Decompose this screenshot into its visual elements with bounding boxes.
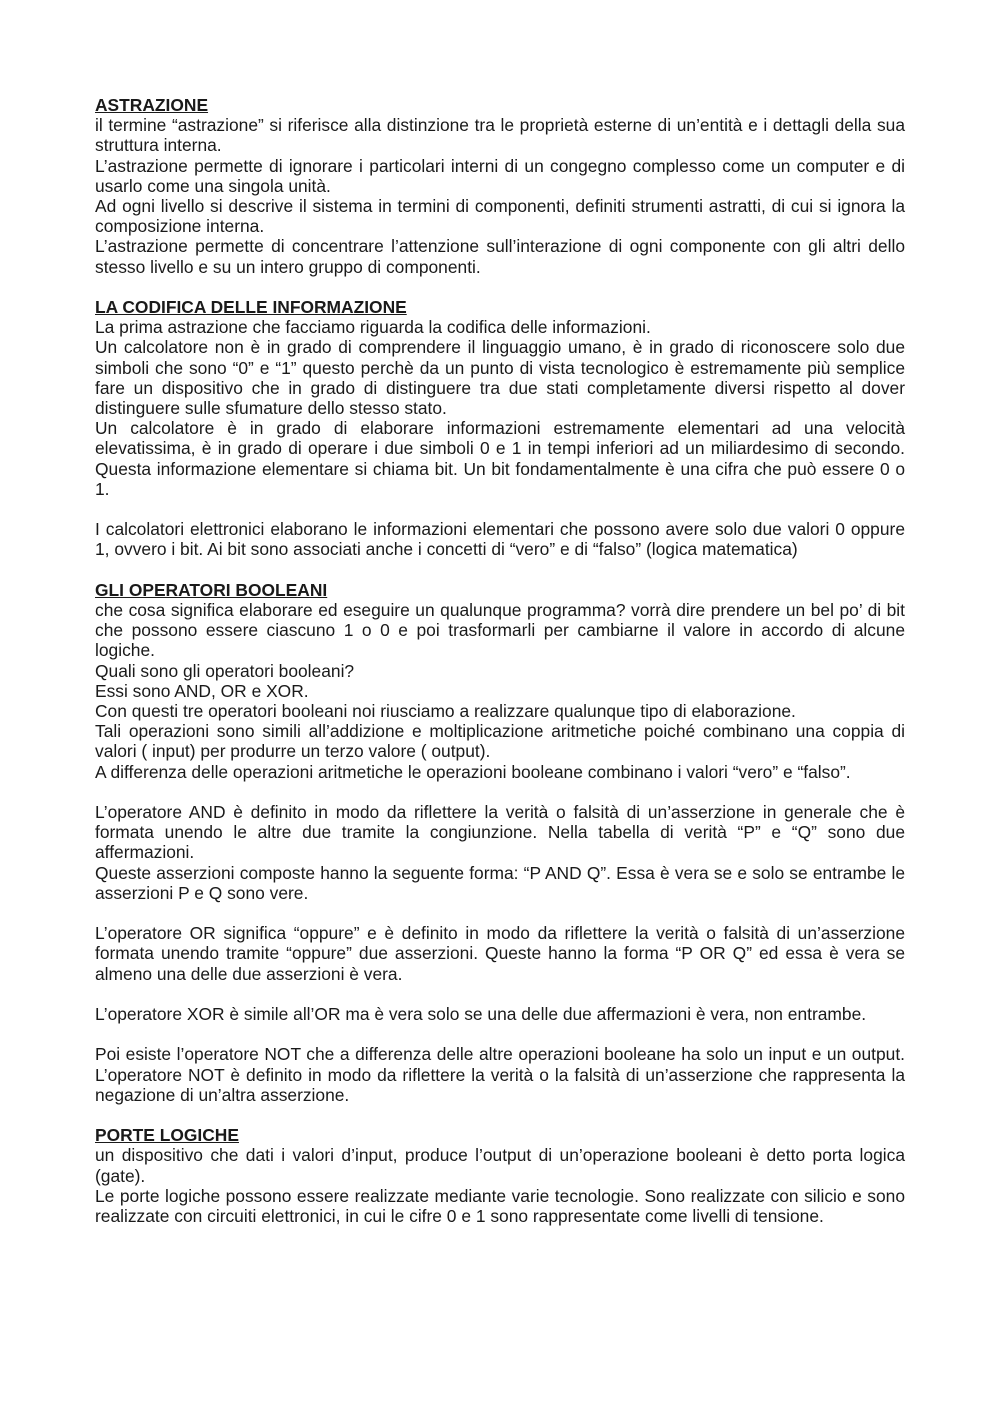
paragraph: Tali operazioni sono simili all’addizione e moltiplicazione aritmetiche poiché combinano una coppia di valori ( input) per produrre un terzo valore ( output). <box>95 721 905 762</box>
paragraph: un dispositivo che dati i valori d’input, produce l’output di un’operazione booleani è detto porta logica (gate). <box>95 1145 905 1186</box>
section <box>95 1125 905 1226</box>
paragraph: che cosa significa elaborare ed eseguire un qualunque programma? vorrà dire prendere un bel po’ di bit che possono essere ciascuno 1 o 0 e poi trasformarli per cambiarne il valore in accordo di alcune logiche. <box>95 600 905 661</box>
paragraph: L’operatore OR significa “oppure” e è definito in modo da riflettere la verità o falsità di un’asserzione formata unendo tramite “oppure” due asserzioni. Queste hanno la forma “P OR Q” ed essa è vera se almeno una delle due asserzioni è vera. <box>95 923 905 984</box>
paragraph: A differenza delle operazioni aritmetiche le operazioni booleane combinano i valori “vero” e “falso”. <box>95 761 851 782</box>
section-heading: PORTE LOGICHE <box>95 1125 239 1146</box>
paragraph-spacer <box>95 782 905 802</box>
section-spacer <box>95 1105 905 1125</box>
paragraph: Ad ogni livello si descrive il sistema in termini di componenti, definiti strumenti astratti, di cui si ignora la composizione interna. <box>95 196 905 237</box>
section-heading: LA CODIFICA DELLE INFORMAZIONE <box>95 297 407 318</box>
paragraph: L’operatore AND è definito in modo da riflettere la verità o falsità di un’asserzione in generale che è formata unendo le altre due tramite la congiunzione. Nella tabella di verità “P” e “Q” sono due affermazioni. <box>95 802 905 863</box>
paragraph: Le porte logiche possono essere realizzate mediante varie tecnologie. Sono realizzate con silicio e sono realizzate con circuiti elettronici, in cui le cifre 0 e 1 sono rappresentate come livelli di tensione. <box>95 1185 905 1227</box>
section <box>95 95 905 277</box>
paragraph: La prima astrazione che facciamo riguarda la codifica delle informazioni. <box>95 317 651 338</box>
paragraph: Quali sono gli operatori booleani? <box>95 660 355 681</box>
paragraph: Un calcolatore è in grado di elaborare informazioni estremamente elementari ad una velocità elevatissima, è in grado di operare i due simboli 0 e 1 in tempi inferiori ad un miliardesimo di secondo. Questa informazione elementare si chiama bit. Un bit fondamentalmente è una cifra che può essere 0 o 1. <box>95 418 905 499</box>
section-spacer <box>95 560 905 580</box>
section <box>95 580 905 1105</box>
section <box>95 297 905 560</box>
paragraph: Queste asserzioni composte hanno la seguente forma: “P AND Q”. Essa è vera se e solo se entrambe le asserzioni P e Q sono vere. <box>95 862 905 903</box>
paragraph: Essi sono AND, OR e XOR. <box>95 680 309 701</box>
paragraph-spacer <box>95 1024 905 1044</box>
section-heading: ASTRAZIONE <box>95 95 209 115</box>
paragraph: il termine “astrazione” si riferisce alla distinzione tra le proprietà esterne di un’entità e i dettagli della sua struttura interna. <box>95 115 905 156</box>
paragraph: L’astrazione permette di ignorare i particolari interni di un congegno complesso come un computer e di usarlo come una singola unità. <box>95 155 905 196</box>
section-heading: GLI OPERATORI BOOLEANI <box>95 579 328 600</box>
paragraph: Un calcolatore non è in grado di comprendere il linguaggio umano, è in grado di riconoscere solo due simboli che sono “0” e “1” questo perchè da un punto di vista tecnologico è estremamente più semplice fare un dispositivo che in grado di distinguere tra due stati completamente diversi rispetto al dover distinguere sulle sfumature dello stesso stato. <box>95 337 905 419</box>
paragraph-spacer <box>95 984 905 1004</box>
paragraph: I calcolatori elettronici elaborano le informazioni elementari che possono avere solo due valori 0 oppure 1, ovvero i bit. Ai bit sono associati anche i concetti di “vero” e di “falso” (logica matematica) <box>95 519 905 560</box>
paragraph: Con questi tre operatori booleani noi riusciamo a realizzare qualunque tipo di elaborazione. <box>95 701 796 722</box>
paragraph: Poi esiste l’operatore NOT che a differenza delle altre operazioni booleane ha solo un input e un output. L’operatore NOT è definito in modo da riflettere la verità o la falsità di un’asserzione che rappresenta la negazione di un’altra asserzione. <box>95 1044 905 1105</box>
paragraph-spacer <box>95 903 905 923</box>
document-page <box>95 95 905 1226</box>
section-spacer <box>95 277 905 297</box>
paragraph: L’operatore XOR è simile all’OR ma è vera solo se una delle due affermazioni è vera, non entrambe. <box>95 1004 867 1025</box>
paragraph-spacer <box>95 499 905 519</box>
paragraph: L’astrazione permette di concentrare l’attenzione sull’interazione di ogni componente con gli altri dello stesso livello e su un intero gruppo di componenti. <box>95 236 905 277</box>
